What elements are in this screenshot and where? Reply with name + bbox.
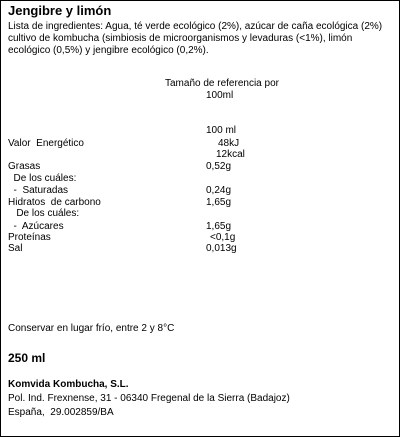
company-name: Komvida Kombucha, S.L. [8, 379, 129, 390]
nutrition-value-protein: <0,1g [210, 232, 236, 243]
nutrition-label-of-which-fat: De los cuáles: [8, 173, 77, 184]
storage-instructions: Conservar en lugar frío, entre 2 y 8°C [8, 323, 175, 334]
nutrition-label-sugars: - Azúcares [8, 221, 64, 232]
nutrition-value-fat: 0,52g [206, 161, 232, 172]
nutrition-label-energy: Valor Energético [8, 138, 84, 149]
nutrition-label-carbohydrates: Hidratos de carbono [8, 197, 101, 208]
company-country-registration: España, 29.002859/BA [8, 407, 114, 418]
nutrition-value-salt: 0,013g [206, 243, 237, 254]
reference-size-line1: Tamaño de referencia por [165, 78, 279, 89]
nutrition-value-carbohydrates: 1,65g [206, 197, 232, 208]
nutrition-label-salt: Sal [8, 243, 23, 254]
nutrition-value-sugars: 1,65g [206, 221, 232, 232]
nutrition-column-header: 100 ml [206, 125, 237, 136]
nutrition-value-energy-kj: 48kJ [218, 138, 240, 149]
nutrition-label-protein: Proteínas [8, 232, 51, 243]
nutrition-label-of-which-carbs: De los cuáles: [8, 208, 80, 219]
reference-size-line2: 100ml [206, 90, 234, 101]
product-title: Jengibre y limón [8, 3, 112, 18]
company-address: Pol. Ind. Frexnense, 31 - 06340 Fregenal de la Sierra (Badajoz) [8, 393, 290, 404]
net-volume: 250 ml [8, 351, 46, 365]
nutrition-value-energy-kcal: 12kcal [216, 149, 245, 160]
nutrition-label-fat: Grasas [8, 161, 41, 172]
ingredients-list: Lista de ingredientes: Agua, té verde ecológico (2%), azúcar de caña ecológica (2%) cultivo de kombucha (simbiosis de microorganismos y levaduras (<1%), limón ecológico (0,5%) y jengibre ecológico (0,2%). [8, 21, 383, 56]
nutrition-value-saturated: 0,24g [206, 185, 232, 196]
nutrition-label-saturated: - Saturadas [8, 185, 69, 196]
